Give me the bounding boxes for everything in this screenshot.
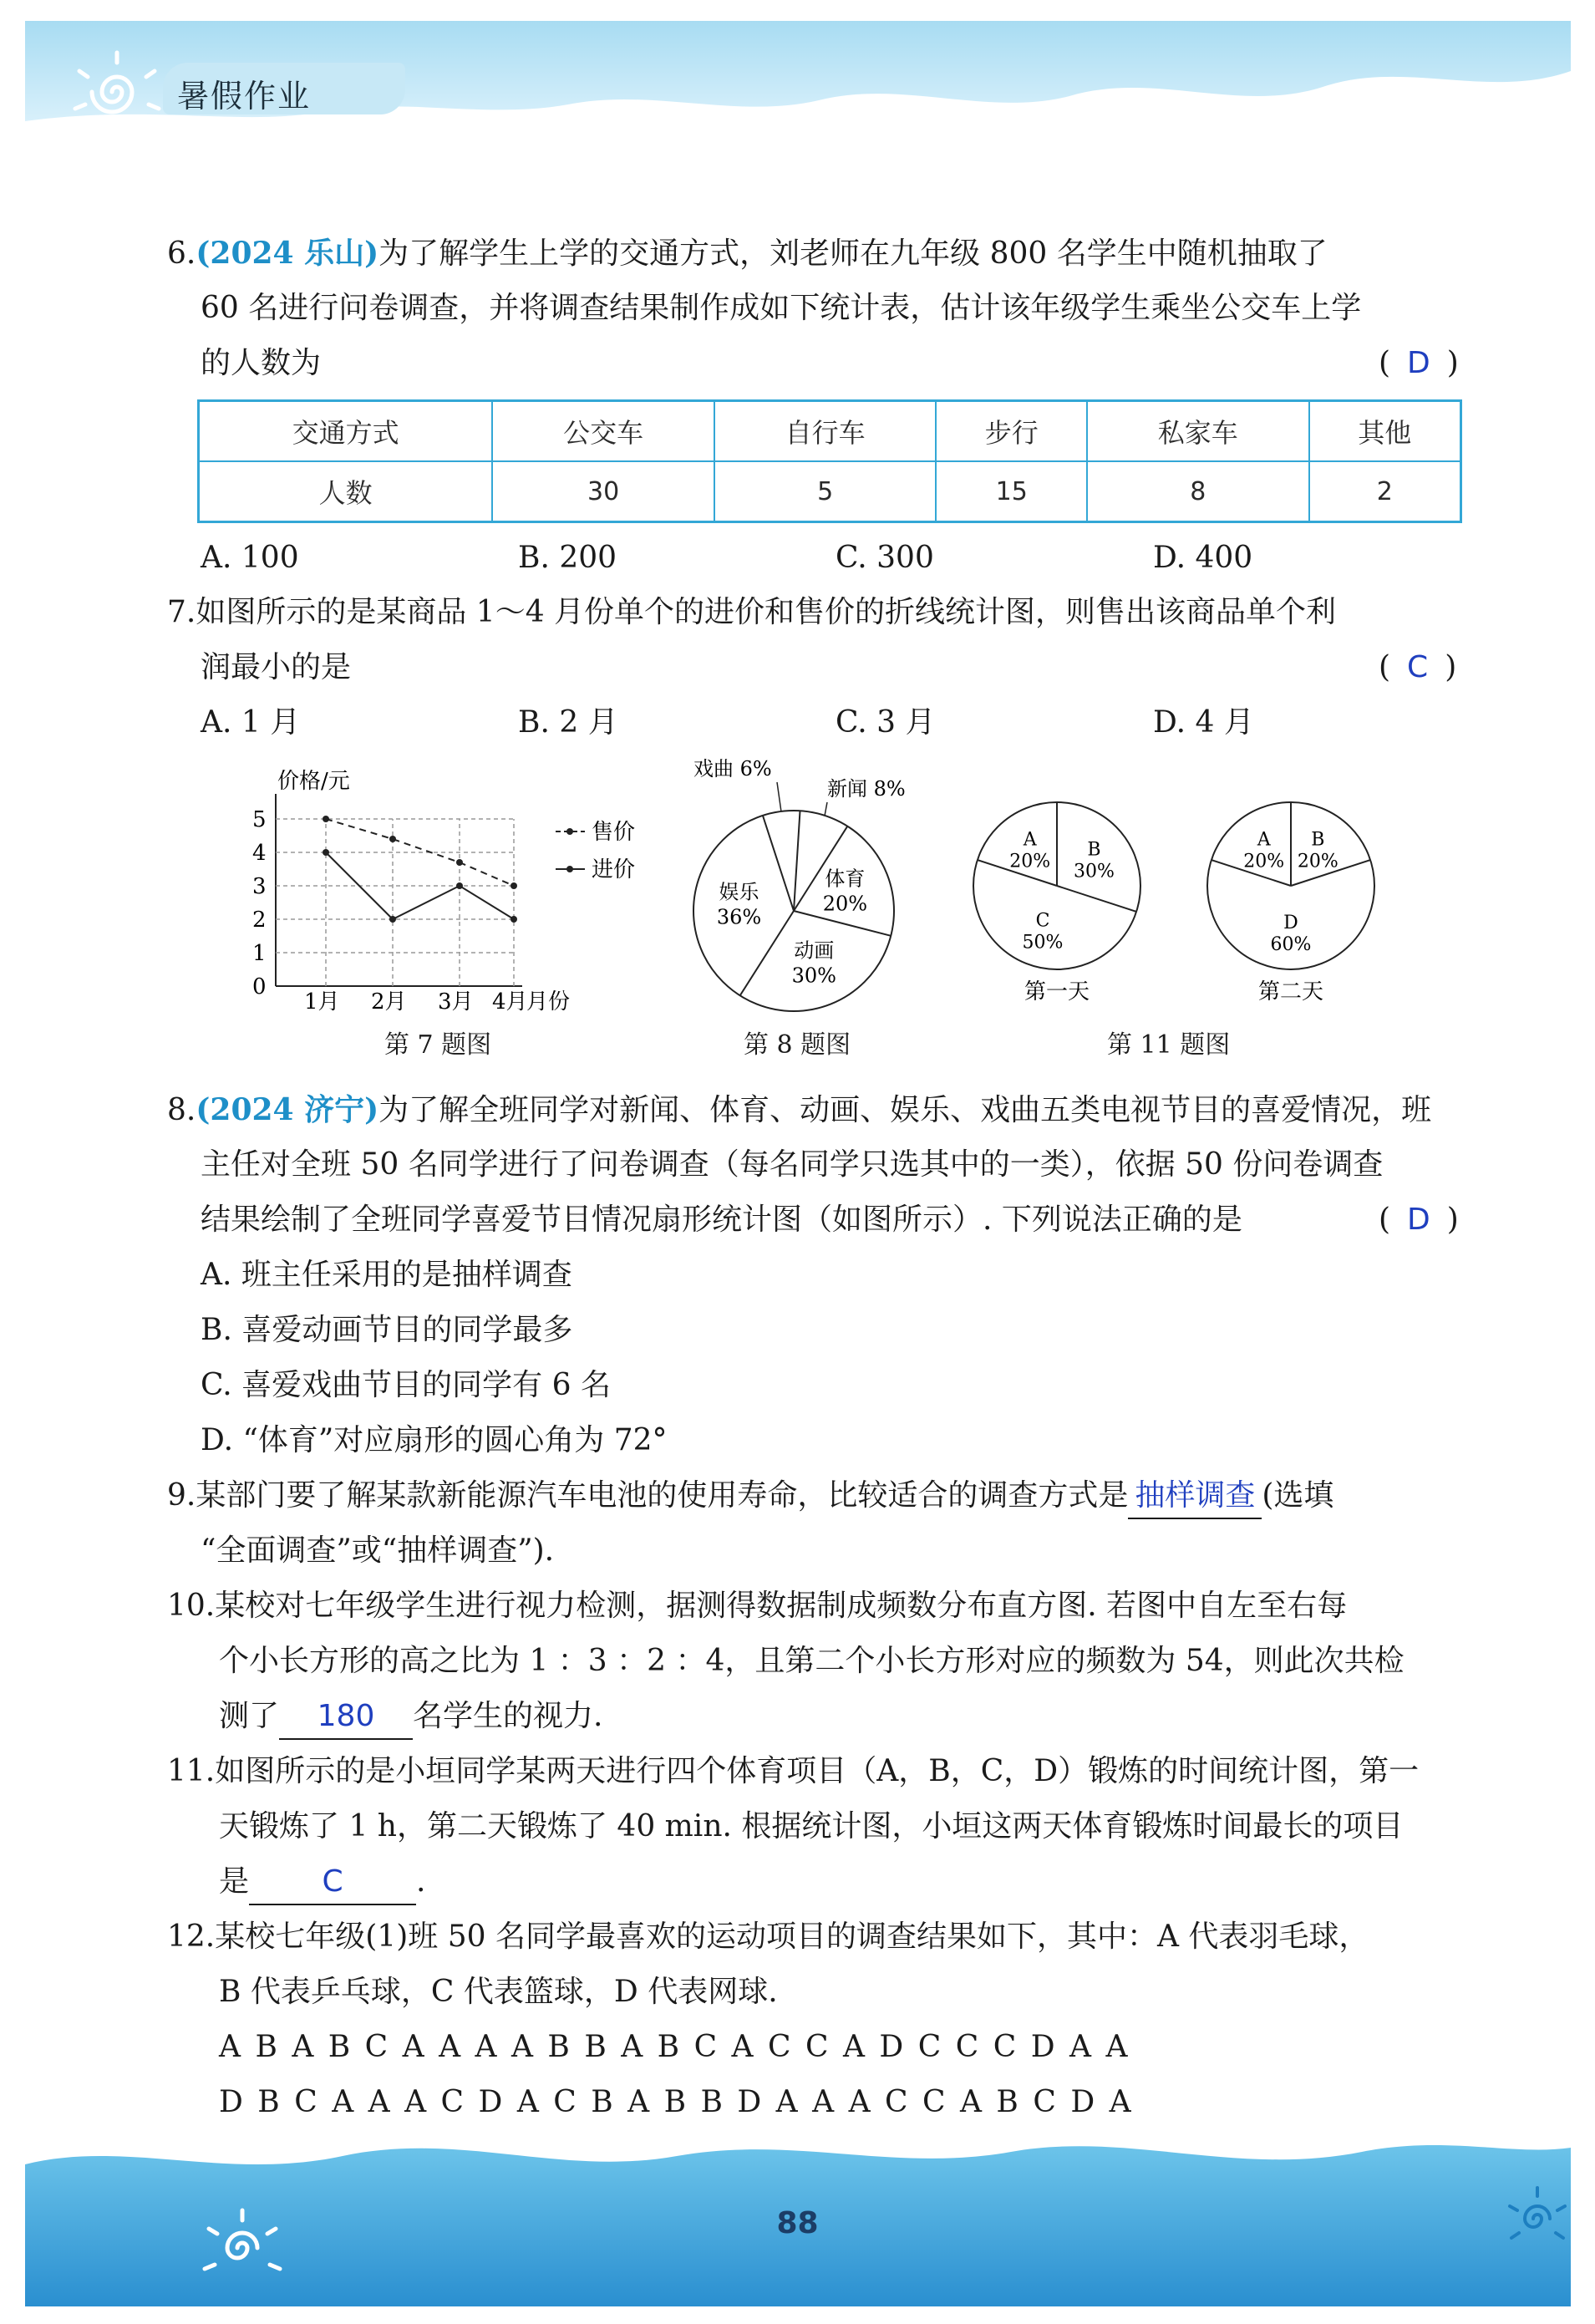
fig7-ylabel: 价格/元	[277, 769, 350, 794]
q6-line2: 60 名进行问卷调查，并将调查结果制作成如下统计表，估计该年级学生乘坐公交车上学	[201, 291, 1362, 325]
table-row	[199, 461, 1461, 522]
table-row	[199, 401, 1461, 462]
q12-line1	[167, 1910, 1369, 1965]
data-point	[511, 882, 517, 889]
q8-option-b: B. 喜爱动画节目的同学最多	[201, 1313, 573, 1347]
q7-line1	[167, 585, 1336, 640]
pie-label: 动画	[794, 938, 835, 963]
q10-text3b: 名学生的视力.	[413, 1699, 603, 1733]
q8-line3: 结果绘制了全班同学喜爱节目情况扇形统计图（如图所示）. 下列说法正确的是	[201, 1203, 1242, 1237]
pie-label: D	[1283, 913, 1298, 933]
q6-answer-value: D	[1407, 346, 1430, 380]
legend-label: 进价	[592, 857, 635, 882]
q11-fill-answer: C	[249, 1860, 416, 1905]
q9-number: 9.	[167, 1478, 196, 1513]
leader-line	[777, 782, 781, 811]
q8-option-d: D. “体育”对应扇形的圆心角为 72°	[201, 1423, 668, 1457]
pie-label: 新闻 8%	[827, 777, 906, 801]
fig7-line-chart	[234, 765, 635, 1015]
pie-label: C	[1035, 910, 1050, 932]
q11-number: 11.	[167, 1754, 216, 1788]
pie-slice-戏曲	[763, 816, 794, 911]
q6-answer: ( D )	[1379, 346, 1459, 380]
q7-line2: 润最小的是	[201, 650, 352, 684]
table-cell: 自行车	[714, 401, 937, 462]
pie-label: A	[1023, 829, 1037, 851]
fig11-day2-pie	[1195, 794, 1387, 1011]
q10-number: 10.	[167, 1589, 216, 1623]
q9-line2: “全面调查”或“抽样调查”).	[201, 1533, 555, 1568]
q6-option-a: A. 100	[201, 541, 299, 575]
q12-line2: B 代表乒乓球，C 代表篮球，D 代表网球.	[219, 1975, 778, 2009]
q8-line1	[167, 1082, 1431, 1138]
q8-answer: ( D )	[1379, 1203, 1459, 1237]
sun-swirl-icon	[58, 46, 175, 138]
y-tick-label: 4	[252, 841, 267, 866]
q7-option-c: C. 3 月	[836, 705, 936, 740]
q7-text1: 如图所示的是某商品 1～4 月份单个的进价和售价的折线统计图，则售出该商品单个利	[196, 595, 1337, 629]
q6-line1	[167, 226, 1328, 282]
data-point	[323, 849, 329, 856]
leader-line	[825, 802, 827, 816]
q8-text1: 为了解全班同学对新闻、体育、动画、娱乐、戏曲五类电视节目的喜爱情况，班	[378, 1093, 1432, 1127]
q11-line1	[167, 1744, 1419, 1799]
q11-line2: 天锻炼了 1 h，第二天锻炼了 40 min. 根据统计图，小垣这两天体育锻炼时间最长的项目	[219, 1809, 1404, 1843]
y-tick-label: 3	[252, 874, 267, 899]
q10-line1	[167, 1579, 1347, 1634]
q7-option-a: A. 1 月	[201, 705, 301, 740]
header-title: 暑假作业	[177, 78, 312, 114]
legend-marker	[566, 828, 573, 835]
q11-line3	[219, 1854, 425, 1910]
fig7-caption: 第 7 题图	[384, 1030, 492, 1060]
fig8-pie-chart	[660, 752, 961, 1020]
x-tick-label: 3月	[438, 989, 474, 1015]
pie-slice-新闻	[794, 811, 800, 911]
q7-option-b: B. 2 月	[518, 705, 618, 740]
fig7-xlabel: 月份	[526, 989, 571, 1015]
q8-line2: 主任对全班 50 名同学进行了问卷调查（每名同学只选其中的一类），依据 50 份问卷调查	[201, 1147, 1384, 1182]
q8-number: 8.	[167, 1093, 196, 1127]
pie-label: 娱乐	[719, 880, 759, 904]
pie-label: A	[1257, 829, 1271, 851]
q9-text1b: (选填	[1262, 1478, 1334, 1513]
table-cell: 5	[714, 461, 937, 522]
pie-value: 20%	[1243, 851, 1285, 872]
q11-text1: 如图所示的是小垣同学某两天进行四个体育项目（A，B，C，D）锻炼的时间统计图，第一	[215, 1754, 1420, 1788]
q10-line3	[219, 1689, 602, 1744]
q6-option-c: C. 300	[836, 541, 934, 575]
q12-number: 12.	[167, 1920, 216, 1954]
q6-number: 6.	[167, 236, 196, 271]
y-tick-label: 2	[252, 908, 267, 933]
data-point	[389, 836, 396, 842]
pie-caption: 第一天	[1024, 979, 1090, 1004]
y-tick-label: 0	[252, 974, 267, 999]
data-point	[456, 882, 463, 889]
q12-sequence-1: A B A B C A A A A B B A B C A C C A D C C C D A A	[219, 2030, 1130, 2064]
pie-value: 30%	[1074, 861, 1115, 882]
table-cell: 2	[1309, 461, 1461, 522]
table-cell: 交通方式	[199, 401, 493, 462]
pie-value: 20%	[1009, 851, 1051, 872]
fig8-caption: 第 8 题图	[744, 1030, 851, 1060]
q10-text1: 某校对七年级学生进行视力检测，据测得数据制成频数分布直方图. 若图中自左至右每	[215, 1589, 1348, 1623]
table-cell: 其他	[1309, 401, 1461, 462]
q6-text1: 为了解学生上学的交通方式，刘老师在九年级 800 名学生中随机抽取了	[378, 236, 1328, 271]
pie-value: 20%	[1297, 851, 1338, 872]
q6-option-d: D. 400	[1153, 541, 1253, 575]
q11-text3b: .	[416, 1864, 426, 1899]
fig11-caption: 第 11 题图	[1107, 1030, 1231, 1060]
pie-value: 50%	[1022, 932, 1064, 954]
data-point	[323, 816, 329, 822]
table-cell: 8	[1087, 461, 1309, 522]
pie-caption: 第二天	[1257, 979, 1324, 1004]
table-cell: 私家车	[1087, 401, 1309, 462]
legend-marker	[566, 866, 573, 872]
legend-label: 售价	[592, 820, 635, 845]
q9-line1	[167, 1468, 1333, 1523]
data-point	[389, 916, 396, 923]
x-tick-label: 2月	[371, 989, 407, 1015]
q10-line2: 个小长方形的高之比为 1 ：3 ：2 ：4，且第二个小长方形对应的频数为 54，则此次共检	[219, 1644, 1405, 1678]
pie-value: 20%	[822, 892, 868, 916]
q12-sequence-2: D B C A A A C D A C B A B B D A A A C C A B C D A	[219, 2085, 1134, 2119]
pie-label: 体育	[825, 867, 866, 891]
q6-table	[197, 399, 1462, 523]
table-cell: 30	[492, 461, 714, 522]
data-point	[511, 916, 517, 923]
q8-source: (2024 济宁)	[196, 1092, 379, 1127]
y-tick-label: 5	[252, 807, 267, 832]
q6-option-b: B. 200	[518, 541, 617, 575]
data-point	[456, 859, 463, 866]
table-cell: 步行	[936, 401, 1087, 462]
pie-label: 戏曲 6%	[693, 757, 772, 781]
pie-label: B	[1087, 839, 1101, 861]
q6-line3: 的人数为	[201, 346, 322, 380]
y-tick-label: 1	[252, 941, 267, 966]
q9-fill-answer: 抽样调查	[1128, 1474, 1262, 1519]
q8-option-a: A. 班主任采用的是抽样调查	[201, 1258, 572, 1292]
q8-option-c: C. 喜爱戏曲节目的同学有 6 名	[201, 1368, 611, 1402]
table-cell: 人数	[199, 461, 493, 522]
table-cell: 15	[936, 461, 1087, 522]
q10-text3a: 测了	[219, 1699, 280, 1733]
table-cell: 公交车	[492, 401, 714, 462]
pie-value: 30%	[791, 964, 836, 988]
q6-source: (2024 乐山)	[196, 236, 379, 271]
x-tick-label: 1月	[304, 989, 340, 1015]
q7-option-d: D. 4 月	[1153, 705, 1254, 740]
pie-value: 60%	[1270, 934, 1312, 955]
q12-text1: 某校七年级(1)班 50 名同学最喜欢的运动项目的调查结果如下，其中：A 代表羽毛球，	[215, 1920, 1369, 1954]
pie-value: 36%	[716, 905, 762, 929]
q7-number: 7.	[167, 595, 196, 629]
q7-answer-value: C	[1407, 650, 1429, 684]
fig11-day1-pie	[961, 794, 1153, 1011]
q11-text3a: 是	[219, 1864, 250, 1899]
page-number: 88	[776, 2206, 819, 2240]
pie-slice-C	[1057, 886, 1136, 912]
q10-fill-answer: 180	[279, 1695, 413, 1740]
q7-answer: ( C )	[1379, 650, 1457, 684]
pie-label: B	[1311, 829, 1325, 851]
q9-text1: 某部门要了解某款新能源汽车电池的使用寿命，比较适合的调查方式是	[196, 1478, 1129, 1513]
q8-answer-value: D	[1407, 1203, 1430, 1237]
x-tick-label: 4月	[492, 989, 528, 1015]
